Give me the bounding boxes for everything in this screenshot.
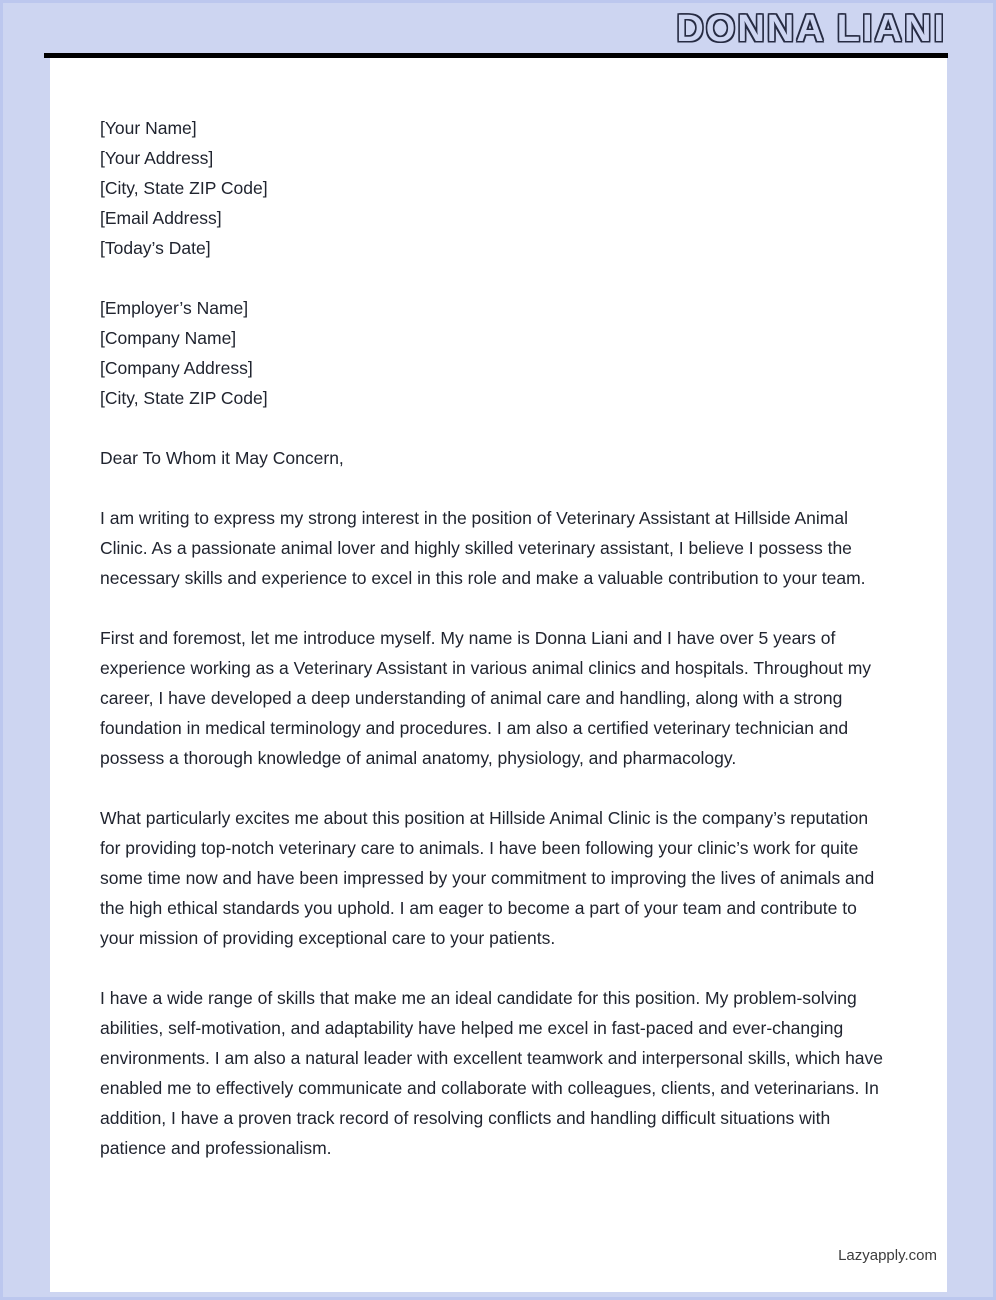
paragraph-experience: First and foremost, let me introduce myself. My name is Donna Liani and I have over 5 years of experience working as a Veterinary Assistant in various animal clinics and hospitals. Throughout my career, I have developed a deep understanding of animal care and handling, along with a strong foundation in medical terminology and procedures. I am also a certified veterinary technician and possess a thorough knowledge of animal anatomy, physiology, and pharmacology. — [100, 628, 872, 768]
recipient-company-line: [Company Name] — [100, 328, 237, 348]
paragraph-intro: I am writing to express my strong interest in the position of Veterinary Assistant at Hillside Animal Clinic. As a passionate animal lover and highly skilled veterinary assistant, I believe I possess the necessary skills and experience to excel in this role and make a valuable contribution to your team. — [100, 508, 866, 588]
sender-block — [100, 113, 891, 263]
header — [50, 6, 946, 53]
page-title: DONNA LIANI — [676, 8, 946, 50]
sender-city-line: [City, State ZIP Code] — [100, 178, 268, 198]
sender-address-line: [Your Address] — [100, 148, 214, 168]
letter-page — [50, 58, 947, 1292]
recipient-block — [100, 293, 891, 413]
paragraph-skills: I have a wide range of skills that make me an ideal candidate for this position. My problem-solving abilities, self-motivation, and adaptability have helped me excel in fast-paced and ever-changing environments. I am also a natural leader with excellent teamwork and interpersonal skills, which have enabled me to effectively communicate and collaborate with colleagues, clients, and veterinarians. In addition, I have a proven track record of resolving conflicts and handling difficult situations with patience and professionalism. — [100, 988, 884, 1158]
paragraph-motivation: What particularly excites me about this position at Hillside Animal Clinic is the company’s reputation for providing top-notch veterinary care to animals. I have been following your clinic’s work for quite some time now and have been impressed by your commitment to improving the lives of animals and the high ethical standards you uphold. I am eager to become a part of your team and contribute to your mission of providing exceptional care to your patients. — [100, 808, 875, 948]
recipient-name-line: [Employer’s Name] — [100, 298, 249, 318]
sender-date-line: [Today’s Date] — [100, 238, 211, 258]
sender-email-line: [Email Address] — [100, 208, 222, 228]
letter-body — [50, 58, 947, 1163]
watermark: Lazyapply.com — [838, 1247, 937, 1264]
recipient-city-line: [City, State ZIP Code] — [100, 388, 268, 408]
recipient-address-line: [Company Address] — [100, 358, 253, 378]
salutation: Dear To Whom it May Concern, — [100, 448, 344, 468]
sender-name-line: [Your Name] — [100, 118, 197, 138]
